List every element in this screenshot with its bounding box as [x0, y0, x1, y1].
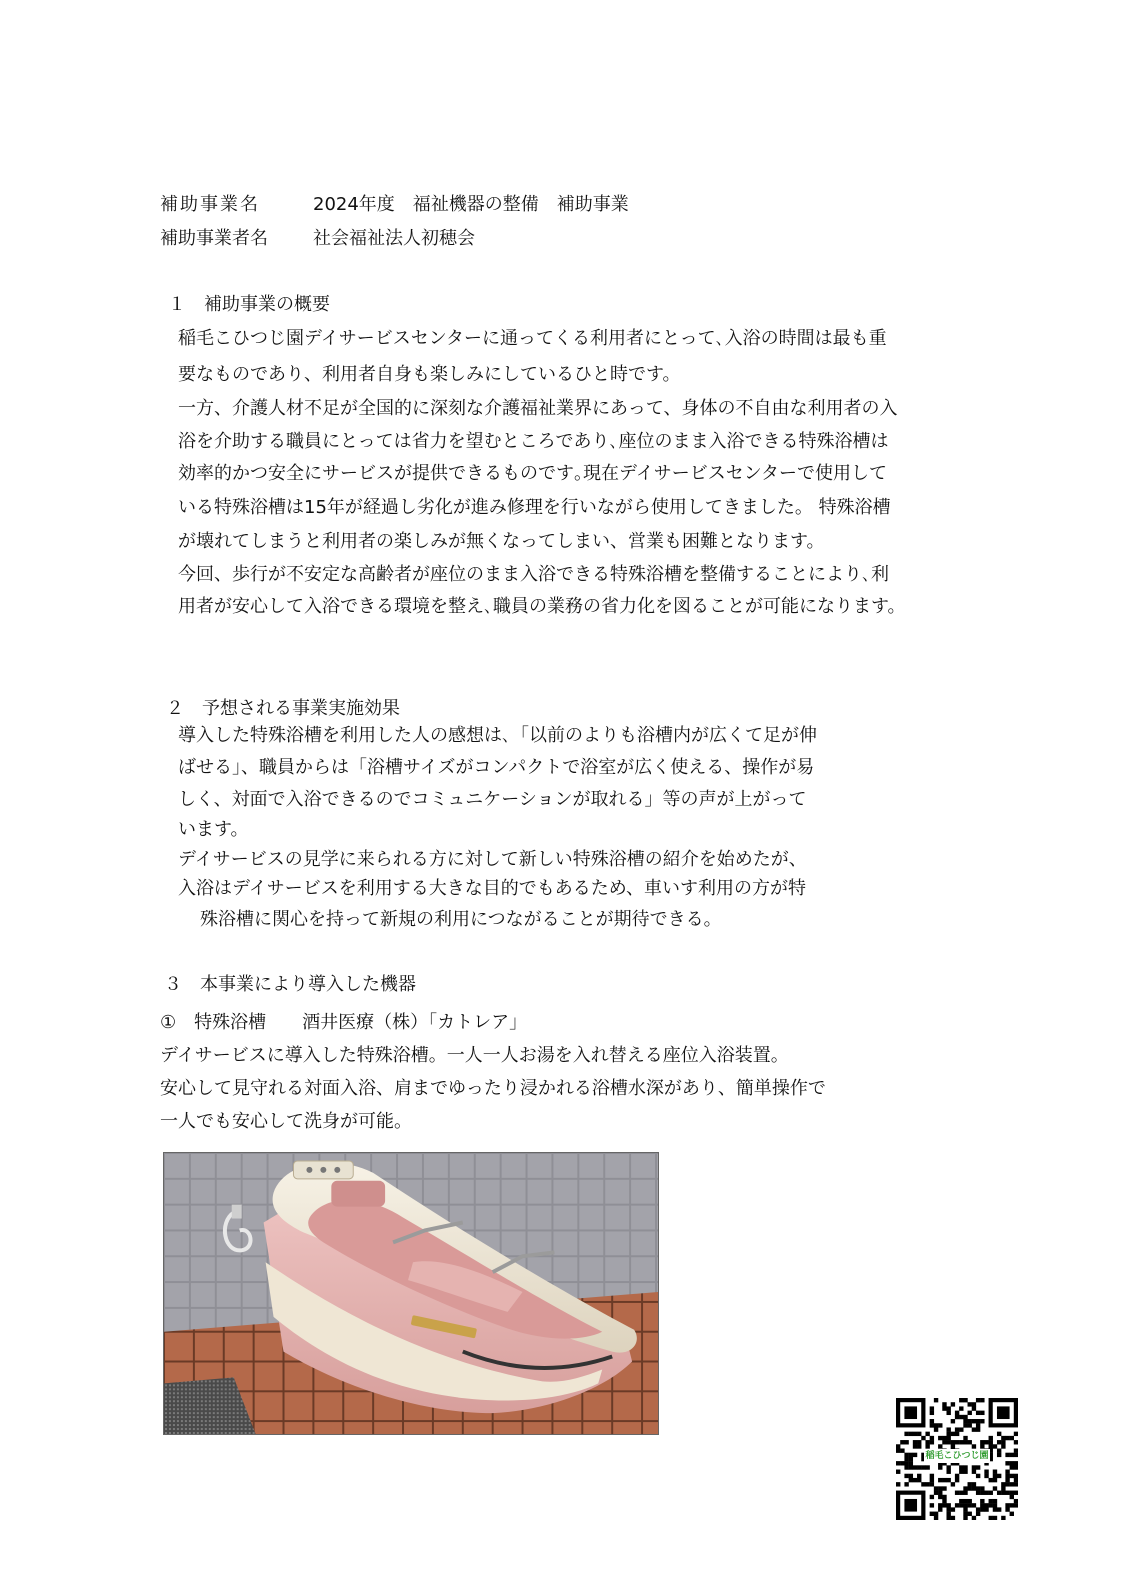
section2-line: デイサービスの見学に来られる方に対して新しい特殊浴槽の紹介を始めたが、: [178, 849, 807, 870]
section1-line: いる特殊浴槽は15年が経過し劣化が進み修理を行いながら使用してきました。 特殊浴槽: [178, 497, 891, 518]
section1-line: 今回、歩行が不安定な高齢者が座位のまま入浴できる特殊浴槽を整備することにより､利: [178, 564, 889, 585]
project-name-value: 2024年度 福祉機器の整備 補助事業: [313, 194, 629, 215]
section1-line: 用者が安心して入浴できる環境を整え､職員の業務の省力化を図ることが可能になります。: [178, 596, 906, 617]
section3-line: 安心して見守れる対面入浴、肩までゆったり浸かれる浴槽水深があり、簡単操作で: [160, 1078, 826, 1099]
section2-line: 殊浴槽に関心を持って新規の利用につながることが期待できる。: [200, 909, 722, 930]
section2-line: 入浴はデイサービスを利用する大きな目的でもあるため、車いす利用の方が特: [178, 878, 807, 899]
project-name-label: 補助事業名: [160, 194, 260, 215]
section2-line: しく、対面で入浴できるのでコミュニケーションが取れる」等の声が上がって: [178, 789, 807, 810]
section3-heading: ３ 本事業により導入した機器: [164, 974, 416, 995]
section2-line: 導入した特殊浴槽を利用した人の感想は､「以前のよりも浴槽内が広くて足が伸: [178, 725, 817, 746]
section1-line: 効率的かつ安全にサービスが提供できるものです｡現在デイサービスセンターで使用して: [178, 463, 888, 484]
section2-line: います。: [178, 819, 249, 840]
section1-line: 一方、介護人材不足が全国的に深刻な介護福祉業界にあって、身体の不自由な利用者の入: [178, 398, 898, 419]
bathtub-photo: [163, 1152, 659, 1435]
equipment-title: ① 特殊浴槽 酒井医療（株）「カトレア」: [160, 1012, 528, 1033]
qr-label: 稲毛こひつじ園: [925, 1451, 989, 1461]
section1-line: が壊れてしまうと利用者の楽しみが無くなってしまい、営業も困難となります。: [178, 531, 825, 552]
section2-heading: ２ 予想される事業実施効果: [166, 698, 400, 719]
operator-name-label: 補助事業者名: [160, 228, 268, 249]
section3-line: 一人でも安心して洗身が可能。: [160, 1111, 412, 1132]
section3-line: デイサービスに導入した特殊浴槽。一人一人お湯を入れ替える座位入浴装置。: [160, 1045, 789, 1066]
section2-line: ばせる」、職員からは「浴槽サイズがコンパクトで浴室が広く使える、操作が易: [178, 757, 815, 778]
operator-name-value: 社会福祉法人初穂会: [313, 228, 475, 249]
section1-heading: １ 補助事業の概要: [168, 294, 330, 315]
section1-line: 要なものであり、利用者自身も楽しみにしているひと時です。: [178, 364, 681, 385]
section1-line: 浴を介助する職員にとっては省力を望むところであり､座位のまま入浴できる特殊浴槽は: [178, 431, 889, 452]
section1-line: 稲毛こひつじ園デイサービスセンターに通ってくる利用者にとって､入浴の時間は最も重: [178, 328, 887, 349]
qr-code-icon[interactable]: [896, 1398, 1018, 1520]
